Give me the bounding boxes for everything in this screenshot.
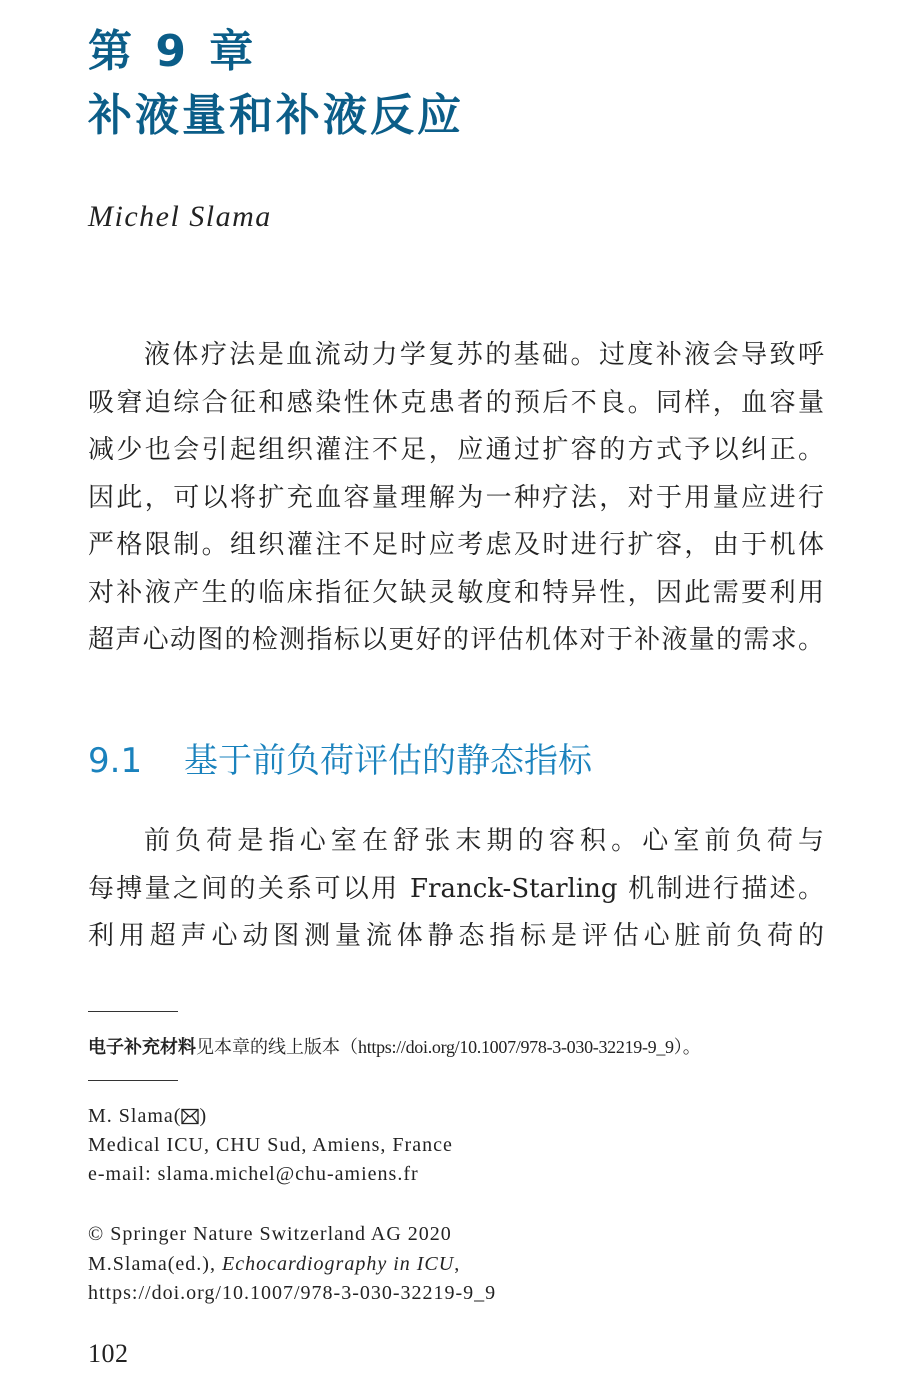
chapter-author: Michel Slama xyxy=(88,200,272,233)
paragraph-line: 对补液产生的临床指征欠缺灵敏度和特异性，因此需要利用 xyxy=(88,577,824,608)
citation-editor: M.Slama(ed.), xyxy=(88,1252,222,1275)
author-affiliation xyxy=(88,1102,453,1189)
intro-paragraph xyxy=(88,332,824,665)
book-title: Echocardiography in ICU xyxy=(221,1252,455,1275)
citation-doi[interactable]: https://doi.org/10.1007/978-3-030-32219-9_9 xyxy=(88,1282,497,1304)
author-email[interactable]: e-mail: slama.michel@chu-amiens.fr xyxy=(88,1163,419,1185)
paragraph-line: 液体疗法是血流动力学复苏的基础。过度补液会导致呼 xyxy=(144,340,824,370)
footnote-text: 见本章的线上版本（ xyxy=(196,1037,358,1058)
paragraph-line: 吸窘迫综合征和感染性休克患者的预后不良。同样，血容量 xyxy=(88,387,824,418)
envelope-icon[interactable] xyxy=(181,1105,199,1122)
citation-line xyxy=(88,1250,496,1280)
paragraph-line: 超声心动图的检测指标以更好的评估机体对于补液量的需求。 xyxy=(88,625,824,655)
paragraph-line: 因此，可以将扩充血容量理解为一种疗法，对于用量应进行 xyxy=(88,482,824,513)
copyright-block xyxy=(88,1220,496,1309)
section-paragraph xyxy=(88,818,824,961)
footnote-label: 电子补充材料 xyxy=(88,1037,196,1058)
paragraph-line: 每搏量之间的关系可以用 Franck-Starling 机制进行描述。 xyxy=(88,873,824,904)
affiliation-name-row: M. Slama( ) xyxy=(88,1105,208,1127)
paragraph-line: 减少也会引起组织灌注不足，应通过扩容的方式予以纠正。 xyxy=(88,435,824,465)
citation-punct: , xyxy=(454,1252,461,1275)
affiliation-divider xyxy=(88,1080,178,1081)
paragraph-line: 利用超声心动图测量流体静态指标是评估心脏前负荷的 xyxy=(88,921,824,951)
section-title: 基于前负荷评估的静态指标 xyxy=(184,741,592,781)
paragraph-line: 前负荷是指心室在舒张末期的容积。心室前负荷与 xyxy=(144,826,824,856)
copyright-line: © Springer Nature Switzerland AG 2020 xyxy=(88,1223,452,1245)
author-institution: Medical ICU, CHU Sud, Amiens, France xyxy=(88,1134,453,1156)
paragraph-line: 严格限制。组织灌注不足时应考虑及时进行扩容，由于机体 xyxy=(88,530,824,560)
section-heading xyxy=(88,736,592,786)
chapter-number: 第 9 章 xyxy=(88,26,258,77)
footnote-text-end: ）。 xyxy=(673,1037,701,1058)
footnote-url[interactable]: https://doi.org/10.1007/978-3-030-32219-9_9 xyxy=(358,1037,674,1057)
footnote-divider xyxy=(88,1011,178,1012)
chapter-title: 补液量和补液反应 xyxy=(88,90,464,141)
author-name: M. Slama xyxy=(88,1105,174,1127)
footnote xyxy=(88,1033,701,1062)
page-number: 102 xyxy=(88,1339,129,1368)
section-number: 9.1 xyxy=(88,741,143,781)
